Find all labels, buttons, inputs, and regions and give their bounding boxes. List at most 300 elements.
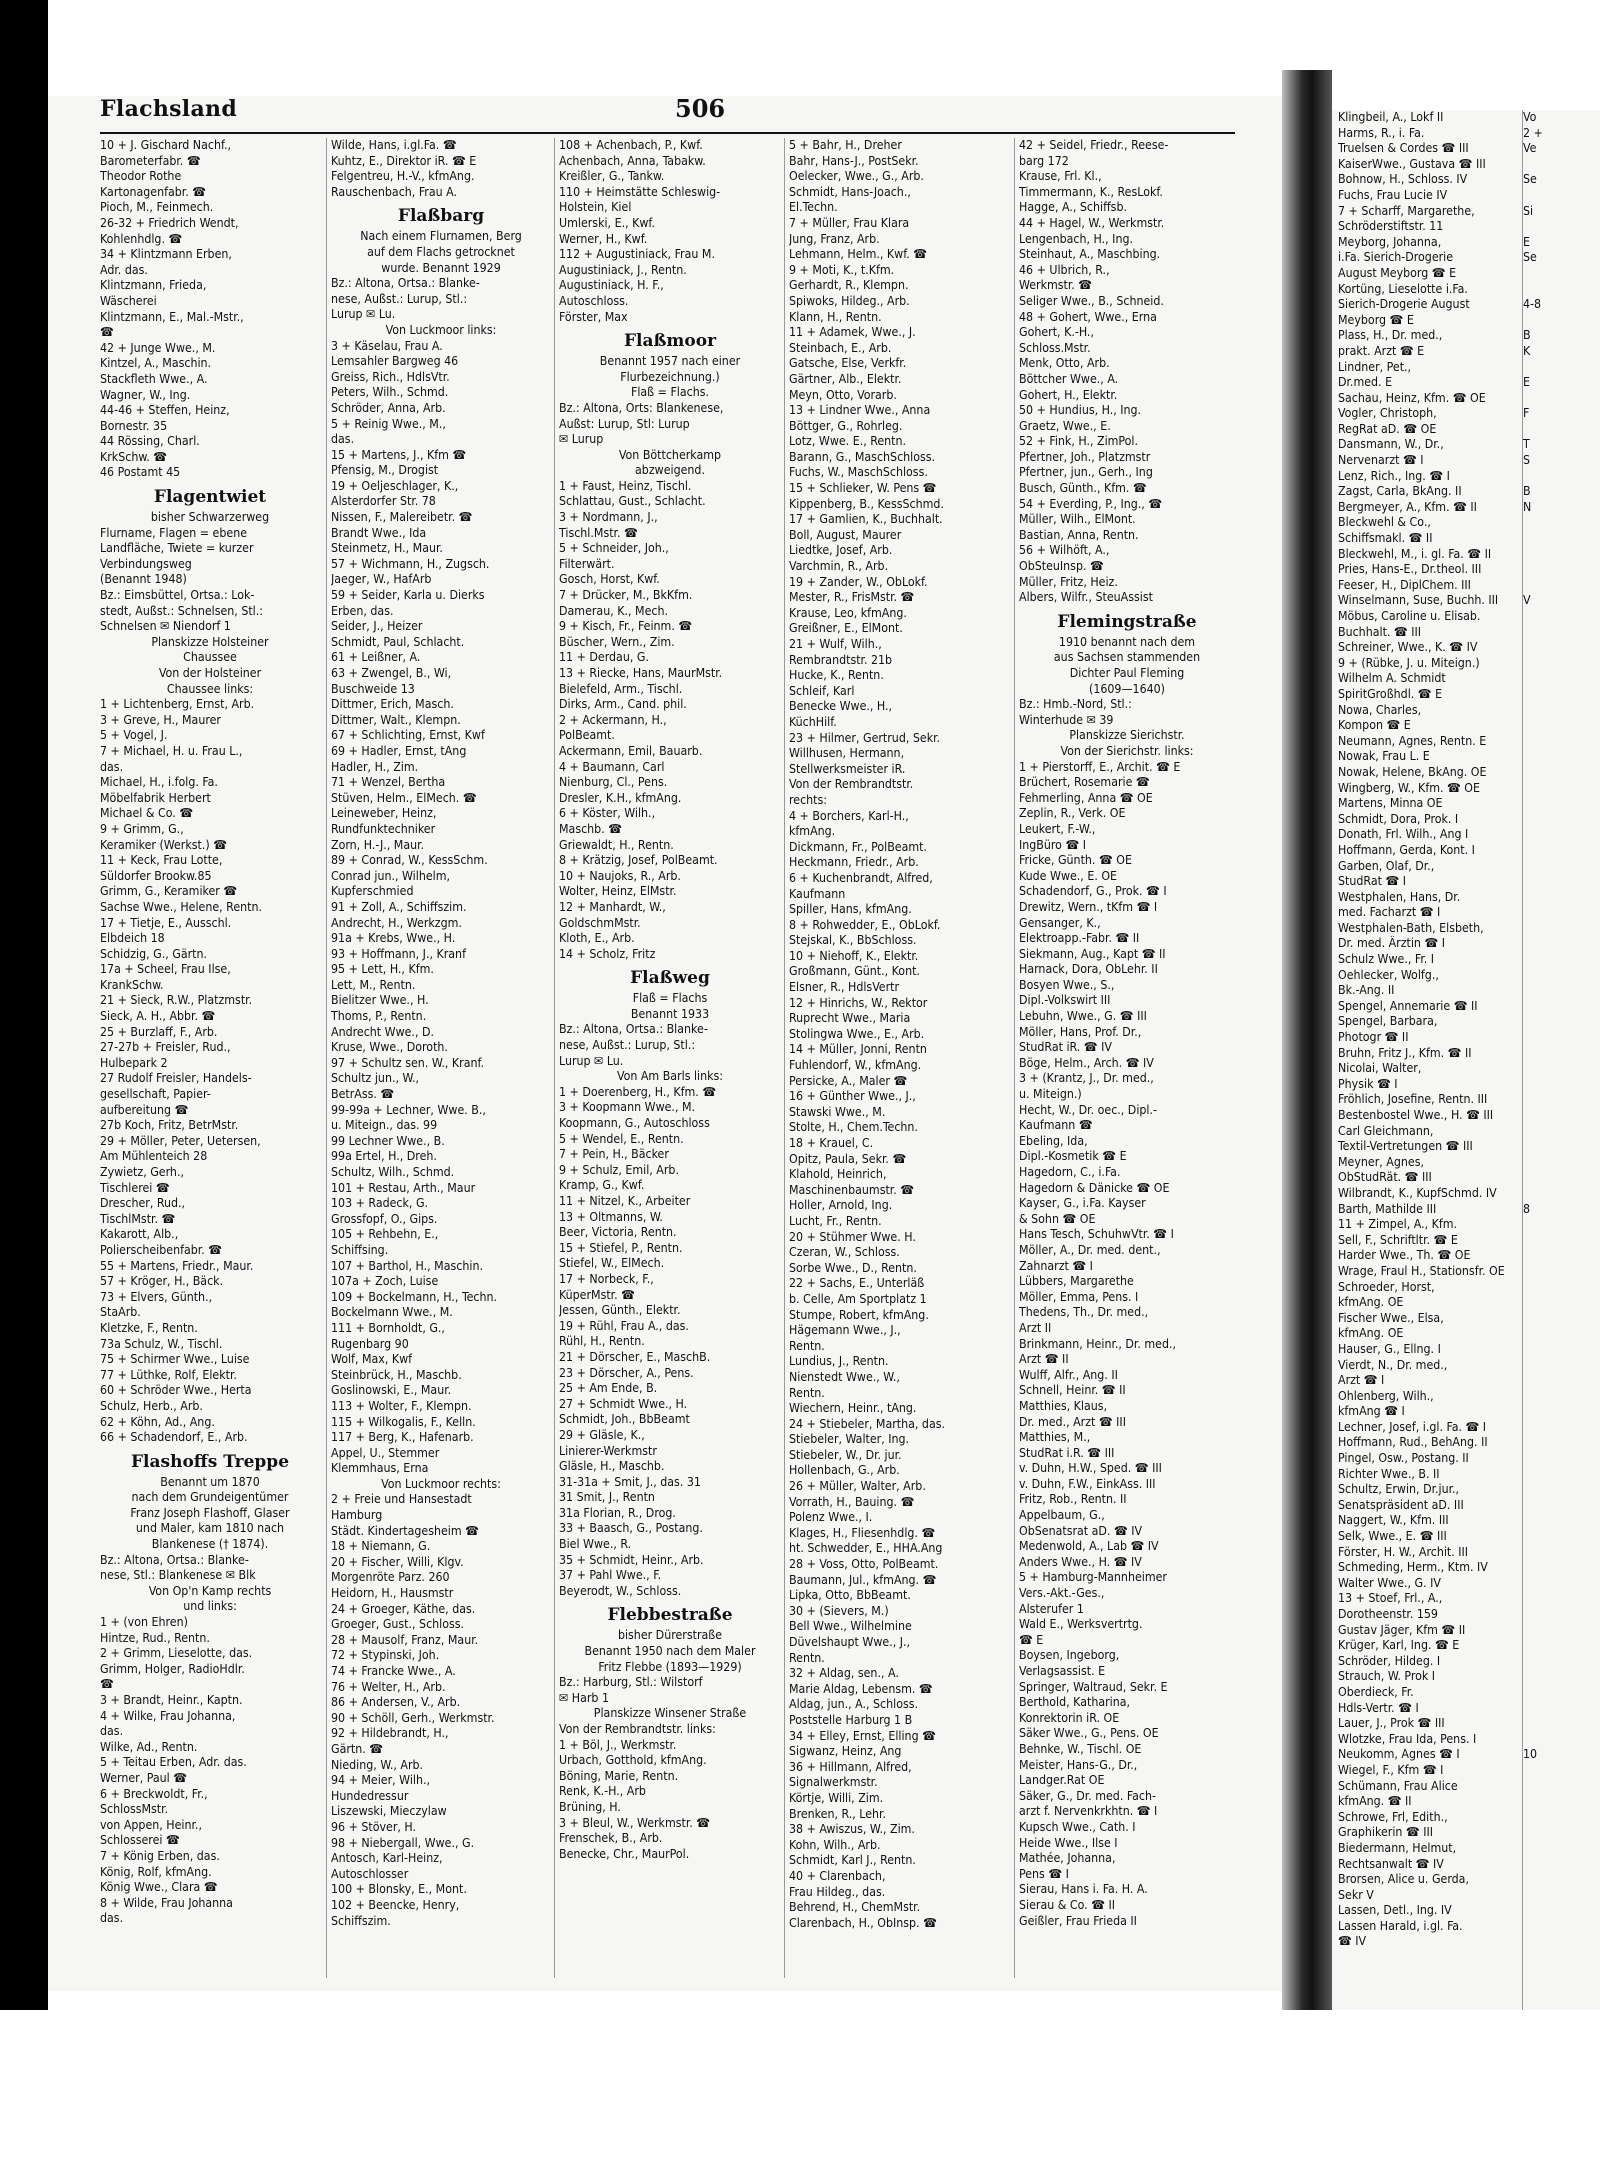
directory-entry: Schmidt, Karl J., Rentn. — [789, 1853, 916, 1868]
directory-entry: V — [1523, 593, 1531, 608]
directory-entry: Rundfunktechniker — [331, 821, 436, 836]
directory-entry: Renk, K.-H., Arb — [559, 1784, 646, 1799]
directory-entry: Schmidt, Paul, Schlacht. — [331, 634, 465, 649]
directory-entry: v. Duhn, H.W., Sped. ☎ III — [1019, 1461, 1162, 1476]
directory-entry: 48 + Gohert, Wwe., Erna — [1019, 309, 1157, 324]
directory-entry: Düvelshaupt Wwe., J., — [789, 1635, 911, 1649]
directory-entry: Außst: Lurup, Stl: Lurup — [559, 416, 690, 431]
directory-entry: Klingbeil, A., Lokf II — [1338, 110, 1444, 124]
directory-entry — [1523, 562, 1600, 578]
directory-entry: 29 + Möller, Peter, Uetersen, — [100, 1133, 261, 1148]
directory-entry: Möller, A., Dr. med. dent., — [1019, 1242, 1161, 1257]
directory-entry: Stackfleth Wwe., A. — [100, 371, 208, 386]
directory-column-2 — [326, 138, 555, 1978]
directory-entry — [1523, 1716, 1600, 1732]
directory-entry: Zeplin, R., Verk. OE — [1019, 806, 1126, 821]
directory-entry: 27 Rudolf Freisler, Handels- — [100, 1071, 252, 1086]
directory-entry — [1523, 1186, 1600, 1202]
directory-entry — [1523, 1654, 1600, 1670]
directory-entry: Arzt ☎ II — [1019, 1352, 1069, 1367]
directory-entry: 11 + Keck, Frau Lotte, — [100, 853, 223, 868]
directory-entry: Krause, Leo, kfmAng. — [789, 605, 907, 620]
directory-entry: Selk, Wwe., E. ☎ III — [1338, 1529, 1447, 1544]
directory-entry: Lett, M., Rentn. — [331, 977, 416, 992]
directory-entry — [1523, 890, 1600, 906]
directory-entry: Autoschloss. — [559, 293, 629, 308]
directory-entry: Walter Wwe., G. IV — [1338, 1575, 1441, 1590]
directory-entry: Adr. das. — [100, 262, 148, 277]
directory-entry — [1523, 1841, 1600, 1857]
directory-entry: 20 + Stühmer Wwe. H. — [789, 1229, 916, 1244]
directory-entry: Lengenbach, H., Ing. — [1019, 231, 1133, 246]
directory-entry: RegRat aD. ☎ OE — [1338, 421, 1437, 436]
directory-entry: Bz.: Harburg, Stl.: Wilstorf — [559, 1675, 703, 1690]
directory-entry: K — [1523, 343, 1531, 358]
directory-entry: Benecke Wwe., H., — [789, 699, 893, 714]
directory-entry: Kippenberg, B., KessSchmd. — [789, 496, 944, 511]
directory-entry: Senatspräsident aD. III — [1338, 1497, 1464, 1512]
directory-entry: Kletzke, F., Rentn. — [100, 1320, 198, 1335]
directory-entry: Barth, Mathilde III — [1338, 1201, 1437, 1216]
directory-entry: Klann, H., Rentn. — [789, 309, 882, 324]
directory-entry: 2 + Freie und Hansestadt — [331, 1492, 472, 1507]
directory-entry — [1523, 1358, 1600, 1374]
directory-entry: GoldschmMstr. — [559, 915, 641, 930]
street-note: Benannt 1933 — [630, 1006, 710, 1021]
directory-entry: 102 + Beencke, Henry, — [331, 1897, 460, 1912]
directory-entry: Hintze, Rud., Rentn. — [100, 1630, 210, 1645]
directory-entry — [1523, 1077, 1600, 1093]
directory-entry: 38 + Awiszus, W., Zim. — [789, 1822, 915, 1837]
directory-entry — [1523, 1124, 1600, 1140]
directory-entry: Kupsch Wwe., Cath. I — [1019, 1819, 1136, 1834]
directory-entry: Koopmann, G., Autoschloss — [559, 1116, 710, 1131]
directory-entry: ObStudRät. ☎ III — [1338, 1170, 1432, 1185]
directory-entry: aufbereitung ☎ — [100, 1102, 189, 1117]
directory-entry: Augustiniack, J., Rentn. — [559, 262, 687, 277]
directory-entry: gesellschaft, Papier- — [100, 1087, 211, 1102]
directory-entry: Werner, Paul ☎ — [100, 1770, 188, 1785]
directory-entry: Liedtke, Josef, Arb. — [789, 543, 893, 558]
directory-entry: Klages, H., Fliesenhdlg. ☎ — [789, 1525, 936, 1540]
directory-entry: Sachau, Heinz, Kfm. ☎ OE — [1338, 390, 1486, 405]
directory-entry: 44 Rössing, Charl. — [100, 434, 200, 449]
directory-entry — [1523, 531, 1600, 547]
directory-entry: Holler, Arnold, Ing. — [789, 1198, 893, 1213]
directory-entry: Marie Aldag, Lebensm. ☎ — [789, 1681, 933, 1696]
directory-entry — [1523, 360, 1600, 376]
directory-entry: Polierscheibenfabr. ☎ — [100, 1242, 223, 1257]
directory-entry: Schmidt, Hans-Joach., — [789, 184, 911, 199]
directory-entry: Poststelle Harburg 1 B — [789, 1712, 913, 1727]
directory-entry: Steinhaut, A., Maschbing. — [1019, 247, 1161, 262]
directory-entry: 56 + Wilhöft, A., — [1019, 543, 1110, 558]
directory-entry: Drewitz, Wern., tKfm ☎ I — [1019, 899, 1158, 914]
directory-entry: Oelecker, Wwe., G., Arb. — [789, 169, 924, 184]
directory-entry: nese, Außst.: Lurup, Stl.: — [559, 1038, 696, 1053]
directory-entry: Kortüng, Lieselotte i.Fa. — [1338, 281, 1468, 296]
directory-entry: 20 + Fischer, Willi, Klgv. — [331, 1554, 464, 1569]
directory-entry: 9 + Kisch, Fr., Feinm. ☎ — [559, 619, 693, 634]
directory-entry: 5 + Schneider, Joh., — [559, 541, 669, 556]
directory-entry: StudRat ☎ I — [1338, 874, 1406, 889]
directory-entry: 6 + Breckwoldt, Fr., — [100, 1786, 208, 1801]
directory-entry: Hamburg — [331, 1508, 383, 1523]
directory-entry: 91a + Krebs, Wwe., H. — [331, 931, 456, 946]
directory-entry: Schleif, Karl — [789, 683, 855, 698]
directory-entry — [1523, 1498, 1600, 1514]
directory-entry: 11 + Nitzel, K., Arbeiter — [559, 1194, 691, 1208]
directory-entry: 3 + Käselau, Frau A. — [331, 338, 443, 353]
directory-entry: Rugenbarg 90 — [331, 1336, 409, 1351]
directory-entry: Städt. Kindertagesheim ☎ — [331, 1523, 479, 1538]
directory-entry — [1523, 391, 1600, 407]
directory-entry: Martens, Minna OE — [1338, 796, 1443, 811]
street-heading: Flaßmoor — [623, 331, 717, 352]
directory-entry: 44-46 + Steffen, Heinz, — [100, 403, 230, 418]
directory-entry: 61 + Leißner, A. — [331, 650, 421, 665]
directory-entry — [1523, 1233, 1600, 1249]
directory-entry: 110 + Heimstätte Schleswig- — [559, 184, 721, 199]
directory-entry: 111 + Bornholdt, G., — [331, 1320, 445, 1335]
directory-entry: Meyborg, Johanna, — [1338, 234, 1442, 249]
directory-entry: Liszewski, Mieczylaw — [331, 1804, 447, 1819]
directory-entry: Arzt ☎ I — [1338, 1373, 1385, 1388]
directory-entry: Wäscherei — [100, 293, 157, 308]
directory-entry — [1523, 422, 1600, 438]
directory-entry: Gärtner, Alb., Elektr. — [789, 371, 902, 386]
directory-entry: 9 + Schulz, Emil, Arb. — [559, 1162, 679, 1177]
directory-entry: Benecke, Chr., MaurPol. — [559, 1846, 690, 1861]
directory-entry: Müller, Fritz, Heiz. — [1019, 574, 1118, 589]
directory-entry — [1523, 1014, 1600, 1030]
directory-entry: Elbdeich 18 — [100, 931, 165, 946]
directory-entry — [1523, 282, 1600, 298]
directory-entry: prakt. Arzt ☎ E — [1338, 343, 1425, 358]
directory-entry: 25 + Burzlaff, F., Arb. — [100, 1024, 218, 1039]
directory-entry: Wiechern, Heinr., tAng. — [789, 1401, 917, 1416]
directory-entry — [1523, 625, 1600, 641]
directory-entry: Bz.: Altona, Ortsa.: Blanke- — [331, 276, 480, 291]
directory-entry: Textil-Vertretungen ☎ III — [1338, 1139, 1473, 1154]
directory-entry: TischlMstr. ☎ — [100, 1211, 176, 1226]
directory-entry: Hans Tesch, SchuhwVtr. ☎ I — [1019, 1227, 1174, 1242]
directory-entry: 59 + Seider, Karla u. Dierks — [331, 588, 485, 603]
directory-entry: Schröderstiftstr. 11 — [1338, 219, 1444, 234]
directory-entry: Dorotheenstr. 159 — [1338, 1607, 1438, 1621]
directory-entry: Busch, Günth., Kfm. ☎ — [1019, 481, 1147, 496]
directory-entry: Stüven, Helm., ElMech. ☎ — [331, 790, 477, 805]
directory-entry: Wiegel, F., Kfm ☎ I — [1338, 1762, 1444, 1777]
directory-entry — [1523, 1389, 1600, 1405]
directory-entry: ht. Schwedder, E., HHA.Ang — [789, 1541, 943, 1556]
street-note: Planskizze Holsteiner — [151, 634, 269, 649]
directory-entry: Rechtsanwalt ☎ IV — [1338, 1856, 1444, 1871]
directory-column-1 — [100, 138, 324, 1978]
directory-entry: Ruprecht Wwe., Maria — [789, 1011, 911, 1026]
directory-entry: 69 + Hadler, Ernst, tAng — [331, 743, 467, 758]
directory-entry: Wolf, Max, Kwf — [331, 1352, 413, 1367]
directory-entry: Andrecht Wwe., D. — [331, 1024, 434, 1039]
directory-entry: Bleckwehl & Co., — [1338, 515, 1431, 530]
directory-entry: Harnack, Dora, ObLehr. II — [1019, 962, 1158, 977]
directory-entry: Wilbrandt, K., KupfSchmd. IV — [1338, 1185, 1497, 1200]
directory-entry: 34 + Elley, Ernst, Elling ☎ — [789, 1728, 936, 1743]
directory-entry: Dr. med., Arzt ☎ III — [1019, 1414, 1126, 1429]
directory-entry: Urbach, Gotthold, kfmAng. — [559, 1753, 707, 1768]
directory-entry: Kayser, G., i.Fa. Kayser — [1019, 1196, 1146, 1211]
directory-entry: 60 + Schröder Wwe., Herta — [100, 1383, 252, 1398]
directory-entry — [1523, 921, 1600, 937]
directory-entry: Hecht, W., Dr. oec., Dipl.- — [1019, 1102, 1158, 1117]
directory-entry: Erben, das. — [331, 603, 394, 618]
directory-entry: Sierau, Hans i. Fa. H. A. — [1019, 1882, 1148, 1897]
directory-entry: 4-8 — [1523, 297, 1542, 312]
directory-entry: Wilke, Ad., Rentn. — [100, 1739, 198, 1754]
directory-entry: Polenz Wwe., I. — [789, 1510, 873, 1525]
directory-entry: 18 + Krauel, C. — [789, 1136, 874, 1150]
directory-entry: Am Mühlenteich 28 — [100, 1149, 208, 1164]
directory-entry: 12 + Manhardt, W., — [559, 899, 666, 914]
directory-entry: kfmAng. — [789, 824, 836, 839]
directory-entry: StudRat iR. ☎ IV — [1019, 1040, 1112, 1055]
directory-entry: Si — [1523, 203, 1534, 218]
directory-entry: 15 + Schlieker, W. Pens ☎ — [789, 481, 937, 496]
directory-entry: Stellwerksmeister iR. — [789, 761, 906, 776]
directory-entry: Anders Wwe., H. ☎ IV — [1019, 1554, 1142, 1569]
street-note: bisher Schwarzerweg — [150, 510, 270, 525]
directory-entry: Böttcher Wwe., A. — [1019, 371, 1119, 386]
directory-entry — [1523, 703, 1600, 719]
directory-entry: Schiffszim. — [331, 1913, 391, 1928]
directory-entry: Stejskal, K., BbSchloss. — [789, 933, 917, 948]
directory-entry — [1523, 765, 1600, 781]
directory-entry: b. Celle, Am Sportplatz 1 — [789, 1291, 927, 1306]
directory-entry: nese, Außst.: Lurup, Stl.: — [331, 291, 468, 306]
directory-entry: Verbindungsweg — [100, 556, 192, 571]
directory-entry: 2 + Ackermann, H., — [559, 712, 667, 727]
directory-entry: 1 + (von Ehren) — [100, 1615, 188, 1630]
street-note: Planskizze Winsener Straße — [593, 1706, 747, 1721]
directory-entry — [1523, 1217, 1600, 1233]
directory-entry: Autoschlosser — [331, 1866, 409, 1881]
directory-entry: Hägemann Wwe., J., — [789, 1323, 901, 1338]
directory-entry: Stiebeler, Walter, Ing. — [789, 1432, 910, 1447]
directory-entry: Harms, R., i. Fa. — [1338, 125, 1425, 140]
directory-entry: Schröder, Hildeg. I — [1338, 1653, 1441, 1668]
directory-entry: Sekr V — [1338, 1887, 1374, 1902]
street-note: Franz Joseph Flashoff, Glaser — [130, 1505, 290, 1520]
directory-entry: 3 + Koopmann Wwe., M. — [559, 1100, 696, 1115]
directory-entry: Böning, Marie, Rentn. — [559, 1768, 679, 1783]
directory-entry: Fuhlendorf, W., kfmAng. — [789, 1058, 922, 1073]
directory-entry: Filterwärt. — [559, 556, 615, 571]
directory-entry: 28 + Voss, Otto, PolBeamt. — [789, 1557, 939, 1572]
directory-entry: v. Duhn, F.W., EinkAss. III — [1019, 1476, 1156, 1491]
directory-entry: Ohlenberg, Wilh., — [1338, 1388, 1434, 1403]
directory-entry: Elsner, R., HdlsVertr — [789, 980, 900, 995]
directory-entry: Landfläche, Twiete = kurzer — [100, 541, 254, 556]
directory-entry: 5 + Hamburg-Mannheimer — [1019, 1570, 1167, 1585]
directory-entry — [1523, 687, 1600, 703]
directory-entry: ☎ — [100, 325, 114, 340]
directory-entry: BetrAss. ☎ — [331, 1087, 395, 1102]
directory-entry: Appelbaum, G., — [1019, 1508, 1105, 1523]
directory-entry: 91 + Zoll, A., Schiffszim. — [331, 899, 467, 914]
directory-entry: Rentn. — [789, 1650, 825, 1665]
directory-entry: Jaeger, W., HafArb — [331, 572, 432, 587]
directory-entry — [1523, 1404, 1600, 1420]
directory-entry: 3 + Brandt, Heinr., Kaptn. — [100, 1693, 243, 1707]
directory-entry: Böttger, G., Rohrleg. — [789, 418, 903, 433]
directory-entry: 1 + Doerenberg, H., Kfm. ☎ — [559, 1084, 717, 1099]
directory-entry: Appel, U., Stemmer — [331, 1445, 440, 1460]
directory-entry: nese, Stl.: Blankenese ✉ Blk — [100, 1568, 256, 1583]
directory-entry: 42 + Junge Wwe., M. — [100, 340, 216, 355]
street-note: bisher Dürerstraße — [617, 1628, 723, 1643]
directory-entry: Brorsen, Alice u. Gerda, — [1338, 1872, 1469, 1887]
directory-entry: 12 + Hinrichs, W., Rektor — [789, 995, 928, 1010]
directory-entry: Gerhardt, R., Klempn. — [789, 278, 909, 293]
directory-entry: Meister, Hans-G., Dr., — [1019, 1757, 1138, 1772]
directory-entry — [1523, 859, 1600, 875]
directory-entry: Bergmeyer, A., Kfm. ☎ II — [1338, 499, 1477, 514]
directory-entry: König, Rolf, kfmAng. — [100, 1864, 212, 1879]
directory-entry: Pfertner, jun., Gerh., Ing — [1019, 465, 1153, 480]
directory-entry: Maschb. ☎ — [559, 821, 623, 836]
directory-entry: Bosyen Wwe., S., — [1019, 977, 1115, 992]
street-note: Von Böttcherkamp — [618, 447, 722, 462]
directory-entry: Müller, Wilh., ElMont. — [1019, 512, 1136, 527]
directory-entry — [1523, 313, 1600, 329]
directory-entry: Brüchert, Rosemarie ☎ — [1019, 775, 1150, 790]
directory-entry: Arzt II — [1019, 1320, 1052, 1335]
directory-entry: (Benannt 1948) — [100, 572, 187, 587]
directory-entry: 73a Schulz, W., Tischl. — [100, 1336, 223, 1351]
directory-entry — [1523, 796, 1600, 812]
street-note: und Maler, kam 1810 nach — [135, 1521, 285, 1536]
directory-entry: Lebuhn, Wwe., G. ☎ III — [1019, 1009, 1147, 1024]
directory-entry: Brenken, R., Lehr. — [789, 1806, 886, 1821]
directory-entry: Von der Rembrandtstr. links: — [559, 1722, 716, 1736]
directory-entry — [1523, 1638, 1600, 1654]
directory-entry: 7 + Michael, H. u. Frau L., — [100, 743, 243, 758]
directory-entry: Bz.: Eimsbüttel, Ortsa.: Lok- — [100, 588, 255, 603]
directory-entry: 19 + Oeljeschlager, K., — [331, 478, 459, 493]
directory-entry: Büscher, Wern., Zim. — [559, 634, 675, 649]
directory-entry — [1523, 781, 1600, 797]
directory-entry: 15 + Martens, J., Kfm ☎ — [331, 447, 467, 462]
directory-entry: Körtje, Willi, Zim. — [789, 1790, 884, 1805]
directory-column-4 — [784, 138, 1015, 1978]
directory-entry: Hucke, K., Rentn. — [789, 668, 884, 683]
scan-margin-bottom — [0, 2010, 1600, 2177]
directory-entry — [1523, 905, 1600, 921]
directory-entry: Lurup ✉ Lu. — [331, 307, 396, 322]
directory-entry: 9 + Grimm, G., — [100, 821, 184, 836]
directory-entry: Graetz, Wwe., E. — [1019, 418, 1111, 433]
directory-entry: Schiffsmakl. ☎ II — [1338, 531, 1433, 546]
directory-entry: El.Techn. — [789, 200, 838, 215]
directory-entry: Wingberg, W., Kfm. ☎ OE — [1338, 780, 1480, 795]
directory-entry: Heide Wwe., Ilse I — [1019, 1835, 1118, 1850]
directory-entry — [1523, 968, 1600, 984]
directory-entry: Gärtn. ☎ — [331, 1741, 384, 1756]
directory-entry: Photogr ☎ II — [1338, 1030, 1409, 1045]
directory-entry: IngBüro ☎ I — [1019, 837, 1087, 852]
directory-entry: Oberdieck, Fr. — [1338, 1684, 1414, 1699]
directory-entry: Seliger Wwe., B., Schneid. — [1019, 293, 1164, 308]
directory-entry: barg 172 — [1019, 153, 1069, 168]
directory-entry: 7 + Müller, Frau Klara — [789, 215, 910, 230]
directory-entry: Maschinenbaumstr. ☎ — [789, 1182, 915, 1197]
directory-entry: Groeger, Gust., Schloss. — [331, 1617, 465, 1632]
directory-entry: Alsterufer 1 — [1019, 1601, 1084, 1616]
directory-entry: Westphalen-Bath, Elsbeth, — [1338, 920, 1484, 935]
directory-entry: Kreißler, G., Tankw. — [559, 169, 665, 184]
directory-entry: Schmidt, Joh., BbBeamt — [559, 1412, 690, 1427]
directory-entry: Behnke, W., Tischl. OE — [1019, 1741, 1142, 1756]
directory-entry: Sell, F., Schriftltr. ☎ E — [1338, 1232, 1458, 1247]
directory-entry — [1523, 515, 1600, 531]
directory-entry: 17a + Scheel, Frau Ilse, — [100, 962, 231, 977]
directory-entry: 95 + Lett, H., Kfm. — [331, 962, 434, 977]
directory-entry: Dresler, K.H., kfmAng. — [559, 790, 682, 805]
street-note: Planskizze Sierichstr. — [1069, 728, 1185, 743]
directory-entry: Michael & Co. ☎ — [100, 806, 194, 821]
directory-entry: 21 + Sieck, R.W., Platzmstr. — [100, 993, 253, 1008]
directory-entry: 6 + Kuchenbrandt, Alfred, — [789, 870, 933, 885]
directory-entry: 27-27b + Freisler, Rud., — [100, 1040, 231, 1055]
directory-entry: Meyborg ☎ E — [1338, 312, 1414, 327]
directory-entry: Berthold, Katharina, — [1019, 1695, 1131, 1710]
directory-entry: Grimm, Holger, RadioHdlr. — [100, 1661, 245, 1676]
directory-entry: Dr. med. Ärztin ☎ I — [1338, 936, 1446, 951]
directory-entry: 99a Ertel, H., Dreh. — [331, 1149, 437, 1164]
directory-entry — [1523, 983, 1600, 999]
directory-entry: arzt f. Nervenkrkhtn. ☎ I — [1019, 1804, 1158, 1819]
directory-entry: 92 + Hildebrandt, H., — [331, 1726, 449, 1741]
directory-entry: Schroeder, Horst, — [1338, 1279, 1435, 1294]
directory-entry: Czeran, W., Schloss. — [789, 1245, 900, 1260]
directory-entry: 76 + Welter, H., Arb. — [331, 1679, 446, 1694]
directory-entry: Bk.-Ang. II — [1338, 983, 1395, 998]
directory-entry: Spengel, Barbara, — [1338, 1014, 1438, 1029]
directory-entry: Schultz, Erwin, Dr.jur., — [1338, 1482, 1460, 1497]
directory-entry: Säker Wwe., G., Pens. OE — [1019, 1726, 1159, 1741]
directory-entry: Schnell, Heinr. ☎ II — [1019, 1383, 1126, 1398]
directory-entry: Gatsche, Else, Verkfr. — [789, 356, 907, 371]
directory-entry: 54 + Everding, P., Ing., ☎ — [1019, 496, 1163, 511]
street-note: Von der Holsteiner — [158, 666, 262, 680]
directory-entry — [1523, 1295, 1600, 1311]
directory-entry — [1523, 812, 1600, 828]
directory-entry: Möller, Emma, Pens. I — [1019, 1289, 1139, 1304]
directory-entry — [1523, 1732, 1600, 1748]
directory-entry: Carl Gleichmann, — [1338, 1123, 1434, 1138]
directory-entry: Neumann, Agnes, Rentn. E — [1338, 733, 1487, 748]
directory-entry: Stumpe, Robert, kfmAng. — [789, 1307, 929, 1322]
directory-entry: Vorrath, H., Bauing. ☎ — [789, 1494, 915, 1509]
directory-entry: Lehmann, Helm., Kwf. ☎ — [789, 247, 927, 262]
directory-entry: Pingel, Osw., Postang. II — [1338, 1451, 1469, 1466]
directory-entry: Opitz, Paula, Sekr. ☎ — [789, 1151, 907, 1166]
directory-entry: Siekmann, Aug., Kapt ☎ II — [1019, 946, 1166, 961]
directory-entry: Frau Hildeg., das. — [789, 1884, 886, 1899]
directory-entry: Schlosserei ☎ — [100, 1833, 180, 1848]
directory-entry — [1523, 1513, 1600, 1529]
directory-entry: Spiller, Hans, kfmAng. — [789, 902, 912, 917]
